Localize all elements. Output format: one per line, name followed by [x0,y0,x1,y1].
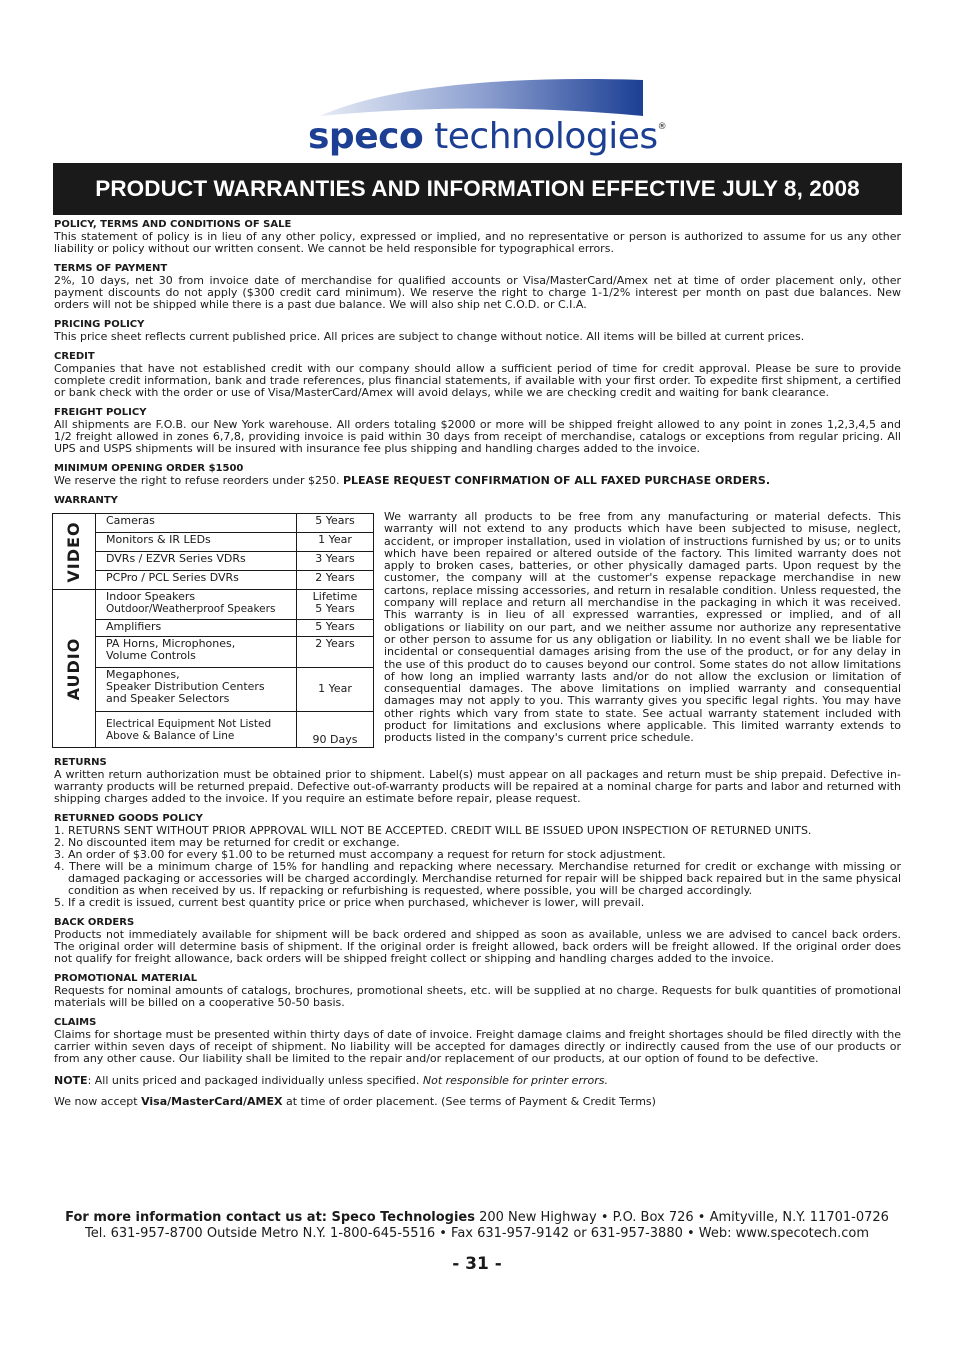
warranty-heading: WARRANTY [54,495,118,506]
warranty-item: PA Horns, Microphones, Volume Controls [96,637,297,667]
policy-heading: POLICY, TERMS AND CONDITIONS OF SALE [54,219,292,230]
warranty-table [52,513,374,748]
pricing-heading: PRICING POLICY [54,319,145,330]
warranty-term: 90 Days [297,711,374,747]
warranty-term: 2 Years [297,571,374,590]
list-item: 5. If a credit is issued, current best quantity price or price when purchased, whichever is lower, will prevail. [54,896,645,909]
logo-wordmark: speco technologies® [308,116,667,157]
warranty-item: Monitors & IR LEDs [96,533,297,552]
page-title: PRODUCT WARRANTIES AND INFORMATION EFFECTIVE JULY 8, 2008 [53,163,902,215]
list-item: 4. There will be a minimum charge of 15% for handling and repacking where necessary. Merchandise returned for credit or exchange with missing or damaged packaging or accessories will be charged accordingly. Merchandise returned for repair will be shipped back repaired but in the same physical condition as when received by us. If repacking or refurbishing is requested, where possible, you will be charged accordingly. [54,860,901,897]
table-row [53,667,374,711]
warranty-item: Indoor Speakers Outdoor/Weatherproof Speakers [96,590,297,620]
back-orders-heading: BACK ORDERS [54,917,135,928]
table-row [53,571,374,590]
note-line: NOTE: All units priced and packaged individually unless specified. Not responsible for printer errors. [54,1074,608,1087]
freight-text: All shipments are F.O.B. our New York warehouse. All orders totaling $2000 or more will be shipped freight allowed to any point in zones 1,2,3,4,5 and 1/2 freight allowed in zones 6,7,8, providing invoice is paid within 30 days from receipt of merchandise, catalogs or exceptions from regular pricing. All UPS and USPS shipments will be insured with insurance fee plus shipping and handling charges added to the invoice. [54,418,901,455]
audio-label: AUDIO [53,590,96,748]
page-number: - 31 - [452,1254,502,1274]
minimum-heading: MINIMUM OPENING ORDER $1500 [54,463,244,474]
list-item: 1. RETURNS SENT WITHOUT PRIOR APPROVAL WILL NOT BE ACCEPTED. CREDIT WILL BE ISSUED UPON INSPECTION OF RETURNED UNITS. [54,824,812,837]
warranty-term: 1 Year [297,667,374,711]
warranty-term: 3 Years [297,552,374,571]
accept-line: We now accept Visa/MasterCard/AMEX at time of order placement. (See terms of Payment & Credit Terms) [54,1095,656,1108]
warranty-item: DVRs / EZVR Series VDRs [96,552,297,571]
warranty-block [54,510,901,753]
claims-text: Claims for shortage must be presented within thirty days of date of invoice. Freight damage claims and freight shortages should be filed directly with the carrier within seven days of receipt of shipment. No liability will be accepted for damages directly or indirectly caused from the use of our products or from any other cause. Our liability shall be limited to the repair and/or replacement of our products, at our option of found to be defective. [54,1028,901,1065]
warranty-item: PCPro / PCL Series DVRs [96,571,297,590]
back-orders-text: Products not immediately available for shipment will be back ordered and shipped as soon as available, unless we are advised to cancel back orders. The original order will determine basis of shipment. If the original order is freight allowed, back orders will be freight allowed. If the original order does not qualify for freight allowance, back orders will be shipped freight collect or shipping and handling charges added to the invoice. [54,928,901,965]
table-row [53,620,374,637]
credit-heading: CREDIT [54,351,95,362]
minimum-text: We reserve the right to refuse reorders under $250. PLEASE REQUEST CONFIRMATION OF ALL FAXED PURCHASE ORDERS. [54,474,771,487]
returned-goods-heading: RETURNED GOODS POLICY [54,813,203,824]
promo-heading: PROMOTIONAL MATERIAL [54,973,198,984]
logo-swoosh-icon [300,76,646,118]
returns-text: A written return authorization must be obtained prior to shipment. Label(s) must appear on all packages and return must be ship prepaid. Defective in-warranty products will be returned prepaid. Defective out-of-warranty products will be repaired at a nominal charge for parts and labor and returned with shipping charges added to the invoice. If you require an estimate before repair, please request. [54,768,901,805]
video-label: VIDEO [53,514,96,590]
warranty-term: 5 Years [297,514,374,533]
claims-heading: CLAIMS [54,1017,97,1028]
logo [0,70,954,162]
credit-text: Companies that have not established credit with our company should allow a sufficient period of time for credit approval. Please be sure to provide complete credit information, bank and trade references, plus financial statements, if available with your first order. To expedite first shipment, a certified or bank check with the order or use of Visa/MasterCard/Amex will avoid delays, while we are checking credit and waiting for bank clearance. [54,362,901,399]
warranty-item: Megaphones, Speaker Distribution Centers and Speaker Selectors [96,667,297,711]
warranty-item: Amplifiers [96,620,297,637]
promo-text: Requests for nominal amounts of catalogs, brochures, promotional sheets, etc. will be supplied at no charge. Requests for bulk quantities of promotional materials will be billed on a cooperative 50-50 basis. [54,984,901,1009]
warranty-item: Electrical Equipment Not Listed Above & Balance of Line [96,711,297,747]
warranty-term: 2 Years [297,637,374,667]
warranty-item: Cameras [96,514,297,533]
table-row [53,533,374,552]
list-item: 2. No discounted item may be returned for credit or exchange. [54,836,400,849]
returns-heading: RETURNS [54,757,107,768]
terms-heading: TERMS OF PAYMENT [54,263,168,274]
warranty-term: 5 Years [297,620,374,637]
returned-goods-list [54,825,901,909]
warranty-text: We warranty all products to be free from any manufacturing or material defects. This warranty will not extend to any products which have been subjected to misuse, neglect, accident, or improper installation, used in violation of instructions furnished by us; or to units which have been repaired or altered outside of the factory. This limited warranty does not apply to broken cases, batteries, or other physically damaged parts. Upon request by the customer, the company will at the customer's expense repackage merchandise in new cartons, replace missing accessories, and return in resalable condition. Unless requested, the company will replace and return all merchandise in the packaging in which it was received. This warranty is in lieu of all expressed warranties, expressed or implied, and of all obligations or liability on our part, and we neither assume nor authorize any representative or other person to assume for us any obligation or liability. In no event shall we be liable for incidental or consequential damages arising from the use of the product, or for any delay in the use of this product do to causes beyond our control. Some states do not allow limitations of how long an implied warranty lasts and/or do not allow the exclusion or limitation of consequential damages. The above limitations on implied warranty and consequential damages may not apply to you. This warranty gives you specific legal rights. You may have other rights which vary from state to state. See actual warranty statement included with product for limitations and exclusions where applicable. This limited warranty extends to products listed in the company's current price schedule. [384,510,901,745]
warranty-term: 1 Year [297,533,374,552]
policy-text: This statement of policy is in lieu of any other policy, expressed or implied, and no representative or person is authorized to assume for us any other liability or policy without our written consent. We cannot be held responsible for typographical errors. [54,230,901,255]
table-row [53,711,374,747]
terms-content [54,219,901,1108]
table-row [53,637,374,667]
minimum-bold-notice: PLEASE REQUEST CONFIRMATION OF ALL FAXED PURCHASE ORDERS. [342,474,771,487]
table-row [53,552,374,571]
freight-heading: FREIGHT POLICY [54,407,147,418]
contact-info: For more information contact us at: Speco Technologies 200 New Highway • P.O. Box 726 • Amityville, N.Y. 11701-0726 Tel. 631-957-8700 Outside Metro N.Y. 1-800-645-5516 • Fax 631-957-9142 or 631-957-3880 • Web: www.specotech.com [65,1210,889,1241]
table-row [53,590,374,620]
terms-text: 2%, 10 days, net 30 from invoice date of merchandise for qualified accounts or Visa/MasterCard/Amex net at time of order placement only, other payment discounts do not apply ($300 credit card minimum). We reserve the right to charge 1-1/2% interest per month on past due balances. New orders will not be shipped while there is a past due balance. We will also ship net C.O.D. or C.I.A. [54,274,901,311]
table-row [53,514,374,533]
list-item: 3. An order of $3.00 for every $1.00 to be returned must accompany a request for return for stock adjustment. [54,848,666,861]
pricing-text: This price sheet reflects current published price. All prices are subject to change without notice. All items will be billed at current prices. [54,330,805,343]
warranty-term: Lifetime 5 Years [297,590,374,620]
